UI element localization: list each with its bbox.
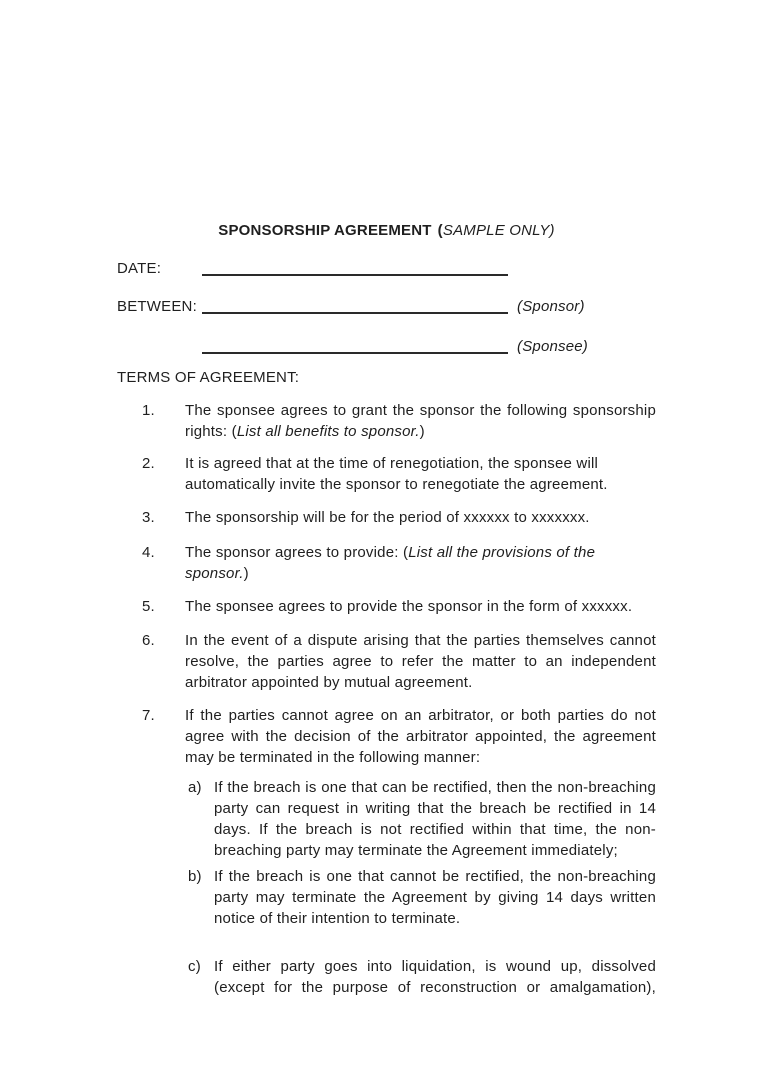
list-item-2	[117, 453, 656, 495]
sponsee-blank-line	[202, 335, 508, 354]
terms-heading: TERMS OF AGREEMENT:	[117, 369, 300, 386]
list-item-3-number: 3.	[142, 509, 155, 526]
list-item-4	[117, 542, 656, 584]
sub-item-b	[188, 866, 656, 929]
list-item-3	[117, 507, 656, 528]
list-item-6-text: In the event of a dispute arising that the parties themselves cannot resolve, the parties agree to refer the matter to an independent arbitrator appointed by mutual agreement.	[185, 632, 656, 691]
list-item-7-number: 7.	[142, 707, 155, 724]
sub-item-b-text: If the breach is one that cannot be rectified, the non-breaching party may terminate the Agreement by giving 14 days written notice of their intention to terminate.	[214, 868, 656, 927]
list-item-2-number: 2.	[142, 455, 155, 472]
list-item-1	[117, 400, 656, 442]
date-row	[117, 258, 656, 279]
title-main: SPONSORSHIP AGREEMENT	[218, 222, 432, 239]
sub-item-a-marker: a)	[188, 779, 202, 796]
sub-item-c-text: If either party goes into liquidation, is wound up, dissolved (except for the purpose of reconstruction or amalgamation),	[214, 958, 656, 996]
sub-item-c	[188, 956, 656, 998]
sponsor-tag: (Sponsor)	[517, 298, 585, 315]
date-blank-line	[202, 257, 508, 276]
list-item-5-number: 5.	[142, 598, 155, 615]
list-item-6-number: 6.	[142, 632, 155, 649]
sponsor-blank-line	[202, 295, 508, 314]
list-item-7	[117, 705, 656, 768]
between-label: BETWEEN:	[117, 298, 197, 315]
sponsee-row	[117, 336, 656, 357]
sub-item-c-marker: c)	[188, 958, 201, 975]
list-item-5-text: The sponsee agrees to provide the sponsor in the form of xxxxxx.	[185, 598, 633, 615]
list-item-7-text: If the parties cannot agree on an arbitrator, or both parties do not agree with the decision of the arbitrator appointed, the agreement may be terminated in the following manner:	[185, 707, 656, 766]
title-sample-note: SAMPLE ONLY)	[442, 222, 555, 239]
list-item-6	[117, 630, 656, 693]
list-item-4-text: The sponsor agrees to provide: (List all the provisions of the sponsor.)	[185, 544, 596, 582]
document-title	[117, 220, 656, 241]
sponsee-tag: (Sponsee)	[517, 338, 589, 355]
list-item-3-text: The sponsorship will be for the period of xxxxxx to xxxxxxx.	[185, 509, 590, 526]
between-sponsor-row	[117, 296, 656, 317]
list-item-2-text: It is agreed that at the time of renegotiation, the sponsee will automatically invite the sponsor to renegotiate the agreement.	[185, 455, 608, 493]
list-item-5	[117, 596, 656, 617]
sub-item-a	[188, 777, 656, 861]
list-item-1-text: The sponsee agrees to grant the sponsor the following sponsorship rights: (List all benefits to sponsor.)	[185, 402, 656, 440]
sub-item-a-text: If the breach is one that can be rectified, then the non-breaching party can request in writing that the breach be rectified in 14 days. If the breach is not rectified within that time, the non-breaching party may terminate the Agreement immediately;	[214, 779, 656, 859]
date-label: DATE:	[117, 260, 162, 277]
list-item-4-number: 4.	[142, 544, 155, 561]
title-paren: (	[437, 222, 443, 239]
list-item-1-number: 1.	[142, 402, 155, 419]
sub-item-b-marker: b)	[188, 868, 202, 885]
